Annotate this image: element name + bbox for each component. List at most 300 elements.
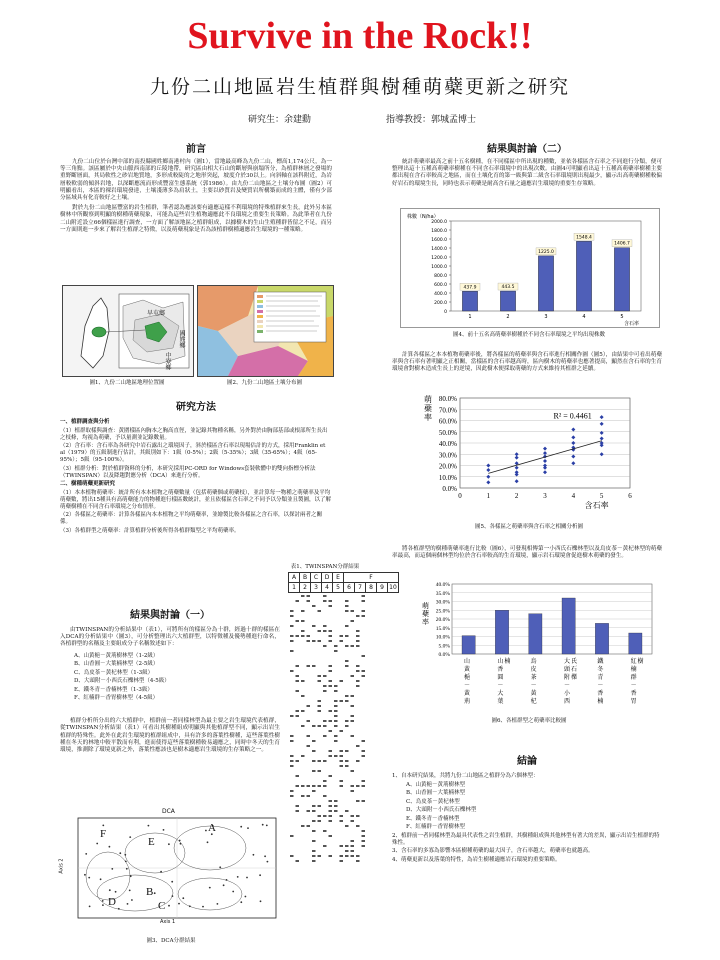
matrix-mark [318, 785, 322, 787]
x-tick-label-char: 楠 [504, 658, 511, 665]
matrix-mark [312, 625, 316, 627]
matrix-mark [307, 705, 311, 707]
methods-item-3: （3）植群分析：對於植群資料的分析，本研究採用PC-ORD for Windows套裝軟體中的雙向指標分析法（TWINSPAN）以及降趨對應分析（DCA）來進行分析。 [60, 465, 316, 479]
x-tick-label-char: 石 [571, 666, 578, 673]
x-tick-label-char: 大 [497, 690, 504, 697]
matrix-mark [323, 735, 327, 737]
x-tick-label-char: 樹 [637, 658, 644, 665]
matrix-mark [329, 835, 333, 837]
dca-point [232, 891, 234, 893]
dca-group-e: E [148, 836, 155, 848]
conclusion-type-list [406, 782, 662, 832]
results-2-part-2 [392, 352, 662, 374]
table-cell: 5 [333, 583, 344, 593]
map-label-zaotun: 早屯鄉 [147, 310, 166, 317]
matrix-mark [334, 705, 338, 707]
matrix-mark [312, 785, 316, 787]
matrix-mark [329, 805, 333, 807]
matrix-mark [362, 675, 366, 677]
matrix-mark [296, 635, 300, 637]
matrix-mark [290, 755, 294, 757]
matrix-mark [356, 615, 360, 617]
x-tick-label-char: 青 [597, 674, 604, 681]
matrix-mark [323, 725, 327, 727]
matrix-mark [334, 740, 338, 742]
bar [576, 241, 591, 311]
matrix-mark [356, 825, 360, 827]
matrix-mark [312, 770, 316, 772]
x-tick-label: 1 [468, 314, 472, 320]
matrix-mark [290, 640, 294, 642]
dca-point [247, 827, 249, 829]
matrix-mark [329, 635, 333, 637]
matrix-mark [329, 680, 333, 682]
results-2-paragraph-3: 將各植群型的樹種萌蘗率進行比較（圖6），可發現相傳第一小西氏石櫟林型以及烏皮茶－黃杞林型的萌蘗率最高，而這個兩個林型均位於含石率較高的生育環境，顯示岩石環境會促進樹木萌蘗的發生。 [392, 546, 662, 560]
student-name: 研究生：余建勳 [248, 115, 312, 125]
matrix-mark [340, 780, 344, 782]
y-tick-label: 800.0 [434, 274, 447, 279]
vegetation-type-item-2: C、烏皮茶－黃杞林型（1-3級） [74, 669, 154, 676]
y-tick-label: 600.0 [434, 283, 447, 288]
x-tick-label-char: 梔 [464, 674, 471, 681]
dca-point [267, 861, 269, 863]
matrix-mark [296, 600, 300, 602]
y-tick-label: 0.0% [438, 652, 450, 658]
dca-point [125, 861, 127, 863]
y-tick-label: 10.0% [438, 473, 457, 482]
matrix-mark [312, 790, 316, 792]
intro-paragraph-1: 九份二山位於台灣中部的南投縣國姓鄉南港村內（圖1），當地最高峰為九份二山，標高1,174公尺，為一等三角點。該區屬於中央山脈西南部的丘陵地帶，研究區由相大石山的斷層與崩塌所分，為植群林層之發場的重野斷層面，其局軟性之砂岩地質地，多形成較陡的之地形突起，坡度介於30以上。向斜軸在該科附近，為岩層較軟弱的傾斜岩地，以深斷應流而形成豐富生態系統（郭1986）。由九份二山地區之土壤分布圖（圖2）可明顯看出，本區的裸岩環境發達，土壤淺薄多為肩狀土，主要以砂質岩及變質岩所構築而成的主體，僅有少部分區域具有化育較好之土壤。 [60, 159, 332, 202]
data-label: 437.9 [463, 285, 477, 291]
dca-point [266, 825, 268, 827]
y-tick-label: 80.0% [438, 395, 457, 403]
x-tick-label-char: － [530, 682, 537, 689]
results-2-heading: 結果與討論（二） [487, 144, 567, 155]
table-1-caption: 表1、TWINSPAN分群結果 [290, 564, 360, 570]
matrix-mark [318, 815, 322, 817]
matrix-mark [351, 840, 355, 842]
matrix-mark [323, 780, 327, 782]
matrix-mark [356, 680, 360, 682]
x-tick-label-char: 楠 [597, 698, 604, 705]
matrix-mark [351, 610, 355, 612]
x-tick-label-char: 胃 [630, 698, 637, 705]
matrix-mark [318, 705, 322, 707]
matrix-mark [323, 600, 327, 602]
matrix-mark [318, 630, 322, 632]
matrix-mark [318, 710, 322, 712]
figure-4-chart [400, 208, 660, 328]
matrix-mark [318, 640, 322, 642]
x-tick-label: 6 [628, 492, 632, 500]
matrix-mark [318, 855, 322, 857]
matrix-mark [356, 665, 360, 667]
matrix-mark [318, 675, 322, 677]
matrix-mark [307, 810, 311, 812]
matrix-mark [362, 740, 366, 742]
methods-item-6: （3）各植群型之萌蘗率：計算植群分析後所得各植群類型之平均萌蘗率。 [60, 527, 240, 534]
matrix-mark [323, 630, 327, 632]
matrix-mark [351, 645, 355, 647]
table-cell: 7 [355, 583, 366, 593]
intro-section [60, 140, 332, 234]
matrix-mark [340, 785, 344, 787]
matrix-mark [318, 770, 322, 772]
matrix-mark [290, 835, 294, 837]
matrix-mark [296, 785, 300, 787]
bar [614, 248, 629, 311]
conclusion-type-item-3: D、大頭附－小西氏石櫟林型 [406, 807, 477, 813]
matrix-mark [351, 770, 355, 772]
y-axis-label-char: 萌 [422, 602, 429, 610]
matrix-mark [290, 715, 294, 717]
matrix-mark [301, 785, 305, 787]
matrix-mark [351, 620, 355, 622]
data-label: 1406.7 [614, 241, 630, 247]
dca-point [163, 829, 165, 831]
x-tick-label-char: 櫟 [571, 674, 578, 681]
matrix-mark [323, 785, 327, 787]
matrix-mark [356, 670, 360, 672]
matrix-mark [301, 610, 305, 612]
x-axis-label: 含石率 [623, 321, 639, 327]
dca-point [180, 843, 182, 845]
matrix-mark [345, 665, 349, 667]
y-tick-label: 200.0 [434, 301, 447, 306]
y-axis-label-char: 蘗 [424, 404, 432, 413]
matrix-mark [351, 845, 355, 847]
matrix-mark [290, 625, 294, 627]
matrix-mark [296, 665, 300, 667]
matrix-mark [345, 845, 349, 847]
x-tick-label-char: 群 [630, 674, 637, 681]
matrix-mark [318, 700, 322, 702]
matrix-mark [334, 650, 338, 652]
matrix-mark [345, 725, 349, 727]
matrix-mark [356, 645, 360, 647]
matrix-mark [362, 655, 366, 657]
matrix-mark [296, 810, 300, 812]
vegetation-type-item-3: D、大頭附－小西氏石櫟林型（4-5級） [74, 678, 170, 685]
dca-point [217, 903, 219, 905]
dca-point [219, 866, 221, 868]
conclusion-point-4: 4、萌蘗更新以及落葉的特性，為岩生樹種適應岩石環境的重要策略。 [392, 856, 561, 863]
x-tick-label-char: 荊 [464, 698, 471, 705]
matrix-mark [345, 635, 349, 637]
matrix-mark [362, 785, 366, 787]
matrix-mark [362, 780, 366, 782]
table-cell: 2 [300, 583, 311, 593]
matrix-mark [329, 810, 333, 812]
x-tick-label-char: 烏 [530, 658, 537, 665]
matrix-mark [307, 745, 311, 747]
matrix-mark [290, 650, 294, 652]
dca-point [240, 901, 242, 903]
matrix-mark [340, 750, 344, 752]
x-tick-label-char: 冬 [597, 666, 604, 673]
y-tick-label: 1200.0 [431, 256, 447, 261]
matrix-mark [323, 720, 327, 722]
dca-point [100, 878, 102, 880]
dca-point [124, 854, 126, 856]
matrix-mark [362, 595, 366, 597]
matrix-mark [312, 640, 316, 642]
matrix-mark [340, 760, 344, 762]
conclusion-type-item-1: B、山香圓－大葉楠林型 [406, 790, 466, 796]
matrix-mark [362, 830, 366, 832]
matrix-mark [329, 820, 333, 822]
x-tick-label-char: 茶 [530, 674, 537, 681]
dca-point [172, 895, 174, 897]
matrix-mark [307, 825, 311, 827]
matrix-mark [334, 690, 338, 692]
matrix-mark [312, 740, 316, 742]
x-tick-label-char: 紅 [630, 658, 637, 665]
dca-point [207, 841, 209, 843]
x-tick-label-char: 附 [564, 674, 571, 681]
matrix-mark [290, 790, 294, 792]
matrix-mark [356, 685, 360, 687]
figure-6-plot [420, 578, 660, 712]
matrix-mark [362, 845, 366, 847]
matrix-mark [307, 595, 311, 597]
results-1-section [60, 606, 280, 754]
dca-point [259, 874, 261, 876]
y-tick-label: 25.0% [435, 608, 450, 615]
matrix-mark [290, 740, 294, 742]
matrix-mark [296, 715, 300, 717]
y-tick-label: 1600.0 [431, 238, 447, 243]
matrix-mark [356, 640, 360, 642]
matrix-mark [323, 595, 327, 597]
matrix-mark [318, 610, 322, 612]
dca-point [111, 868, 113, 870]
matrix-mark [345, 825, 349, 827]
figure-1-caption: 圖1、九份二山地區地理位置圖 [89, 380, 165, 386]
matrix-mark [312, 820, 316, 822]
matrix-mark [307, 720, 311, 722]
table-cell: 1 [289, 583, 300, 593]
x-tick-label: 3 [544, 314, 548, 320]
bar [595, 623, 608, 654]
dca-point [131, 899, 133, 901]
matrix-mark [351, 785, 355, 787]
matrix-mark [301, 695, 305, 697]
matrix-mark [296, 805, 300, 807]
x-tick-label: 5 [620, 314, 624, 320]
dca-point [223, 884, 225, 886]
matrix-mark [312, 805, 316, 807]
matrix-mark [345, 645, 349, 647]
matrix-mark [345, 695, 349, 697]
x-tick-label-char: 西 [564, 698, 571, 705]
r-squared-label: R² = 0.4461 [553, 411, 592, 421]
matrix-mark [329, 775, 333, 777]
matrix-mark [356, 855, 360, 857]
y-tick-label: 50.0% [438, 428, 457, 437]
matrix-mark [307, 665, 311, 667]
matrix-mark [323, 685, 327, 687]
dca-point [171, 881, 173, 883]
x-tick-label-char: 黃 [464, 690, 471, 697]
matrix-mark [345, 765, 349, 767]
results-2-section [392, 140, 662, 188]
dca-point [182, 897, 184, 899]
matrix-mark [345, 600, 349, 602]
dca-point [126, 868, 128, 870]
matrix-mark [351, 790, 355, 792]
map-label-guoxing: 國姓鄉 [178, 330, 185, 348]
dca-point [129, 836, 131, 838]
matrix-mark [296, 710, 300, 712]
matrix-mark [329, 710, 333, 712]
matrix-mark [356, 785, 360, 787]
vegetation-type-item-4: E、鐵冬青－香楠林型（1-3級） [74, 686, 153, 693]
x-tick-label-char: － [564, 682, 571, 689]
results-1-heading: 結果與討論（一） [130, 610, 210, 621]
y-axis-label: 株數（N/ha） [407, 214, 439, 220]
y-tick-label: 40.0% [435, 582, 450, 588]
methods-item-5: （2）各樣區之萌蘗率：計算各樣區內本本植物之平均萌蘗率，並繪製比較各樣區之含石率，以探討兩者之關係。 [60, 512, 323, 525]
matrix-mark [312, 830, 316, 832]
dca-point [245, 896, 247, 898]
matrix-mark [307, 795, 311, 797]
dca-point [88, 877, 90, 879]
matrix-mark [362, 750, 366, 752]
methods-section [60, 398, 332, 536]
table-header-cell: C [311, 573, 322, 583]
x-tick-label: 3 [543, 492, 547, 500]
dca-point [209, 887, 211, 889]
bar [462, 291, 477, 311]
x-tick-label-char: － [597, 682, 604, 689]
matrix-mark [296, 760, 300, 762]
results-2-paragraph-1: 統計萌蘗率最高之前十五名樹種，在不同樣區中所出現的種數，並依各樣區含石率之不同進行分類，便可整理出這十五種高萌蘗率樹種在不同含石率環境中的出現次數。由圖4可明顯看出這十五種高萌蘗率樹種主要都出現在含石率較高之地區，而在土壤化育的第一級與第二級含石率環境則出現最少，顯示出高萌蘗樹種較偏好岩石的環境生長，同時也表示萌蘗是耐高含石量之適應岩生環境的重要生存策略。 [392, 159, 662, 187]
conclusion-point-1: 1、自本研究結果，共將九份二山地區之植群分為六個林型： [392, 773, 539, 779]
vegetation-type-item-1: B、山香圓－大葉楠林型（2-5級） [74, 661, 159, 668]
dca-point [84, 874, 86, 876]
table-header-cell: E [333, 573, 344, 583]
matrix-mark [301, 680, 305, 682]
matrix-mark [290, 855, 294, 857]
matrix-mark [312, 605, 316, 607]
dca-point [237, 876, 239, 878]
matrix-mark [290, 635, 294, 637]
table-header-cell: A [289, 573, 300, 583]
matrix-mark [301, 595, 305, 597]
matrix-mark [340, 635, 344, 637]
matrix-mark [362, 600, 366, 602]
results-2-paragraph-2: 計算各樣區之本本植物萌蘗率後，將各樣區的萌蘗率與含石率進行相關作圖（圖5），由結果中可看出萌蘗率與含石率有著明顯之正相關，當樣區的含石率越高時，區內樹木的萌蘗率也應著提高，顯然在含石率的生育環境會對樹木造成生長上的逆境，因此樹木便採取萌蘗的方式來維持其植群之延續。 [392, 352, 662, 373]
matrix-mark [351, 855, 355, 857]
bar [462, 636, 475, 654]
y-tick-label: 1400.0 [431, 247, 447, 252]
x-axis-label: 含石率 [584, 501, 609, 510]
x-tick-label-char: 香 [497, 666, 504, 673]
matrix-mark [345, 750, 349, 752]
conclusion-type-item-2: C、烏皮茶－黃杞林型 [406, 798, 460, 805]
matrix-mark [351, 735, 355, 737]
matrix-mark [334, 710, 338, 712]
y-tick-label: 5.0% [438, 643, 450, 650]
matrix-mark [340, 730, 344, 732]
matrix-mark [301, 630, 305, 632]
matrix-mark [329, 750, 333, 752]
y-tick-label: 20.0% [438, 462, 457, 471]
matrix-mark [329, 605, 333, 607]
dca-point [85, 853, 87, 855]
matrix-mark [318, 680, 322, 682]
matrix-mark [345, 605, 349, 607]
matrix-mark [351, 695, 355, 697]
y-axis-label-char: 率 [422, 618, 429, 626]
intro-heading: 前言 [186, 144, 206, 155]
matrix-mark [312, 810, 316, 812]
bar [629, 633, 642, 654]
methods-subheading-2: 二、樹種萌蘗更新研究 [60, 481, 116, 487]
matrix-mark [323, 675, 327, 677]
matrix-mark [329, 665, 333, 667]
matrix-mark [334, 715, 338, 717]
matrix-mark [362, 610, 366, 612]
matrix-mark [340, 845, 344, 847]
matrix-mark [334, 735, 338, 737]
matrix-mark [290, 615, 294, 617]
x-tick-label-char: － [464, 682, 471, 689]
x-tick-label: 2 [514, 492, 519, 500]
matrix-mark [307, 600, 311, 602]
matrix-mark [323, 815, 327, 817]
matrix-mark [318, 805, 322, 807]
matrix-mark [356, 760, 360, 762]
dca-point [179, 840, 181, 842]
table-cell: 4 [322, 583, 333, 593]
dca-y-label: Axis 2 [58, 858, 65, 874]
dca-point [89, 906, 91, 908]
dca-point [127, 903, 129, 905]
x-tick-label-char: 黃 [464, 666, 471, 673]
dca-point [226, 879, 228, 881]
matrix-mark [323, 690, 327, 692]
matrix-mark [334, 700, 338, 702]
table-cell: 9 [377, 583, 388, 593]
dca-point [178, 903, 180, 905]
dca-group-b: B [146, 886, 154, 898]
matrix-mark [334, 805, 338, 807]
x-tick-label-char: 葉 [497, 698, 504, 705]
x-tick-label: 1 [486, 492, 491, 500]
matrix-mark [296, 675, 300, 677]
matrix-mark [323, 625, 327, 627]
figure-6-chart [420, 578, 660, 712]
conclusion-type-item-0: A、山黃梔－黃荊樹林型 [406, 781, 465, 788]
poster-title: Survive in the Rock!! [187, 15, 533, 57]
matrix-mark [318, 725, 322, 727]
x-tick-label-char: 山 [464, 658, 471, 665]
matrix-mark [351, 815, 355, 817]
matrix-mark [329, 730, 333, 732]
conclusion-point-3: 3、含石率的多寡為影響本區樹種萌蘗的最大因子，含石率越大，萌蘗率也就越高。 [392, 848, 594, 854]
matrix-mark [290, 795, 294, 797]
matrix-mark [345, 610, 349, 612]
matrix-mark [312, 850, 316, 852]
dca-group-f: F [100, 828, 107, 840]
methods-item-4: （1）本本植物萌蘗率：統計所有本本植物之萌蘗數量（包括萌蘗個或萌蘗枝），並計算每一物種之萌蘗率及平均萌蘗數，將出15種具有高萌蘗能力的物種進行樣區數統計，並且依樣區含石率之不同予以分類並且製圖，以了解萌蘗樹種在不同含石率環境之分布情形。 [60, 489, 332, 510]
y-tick-label: 60.0% [438, 417, 457, 426]
twinspan-table [288, 572, 399, 863]
matrix-mark [323, 830, 327, 832]
results-2-part-3 [392, 546, 662, 560]
